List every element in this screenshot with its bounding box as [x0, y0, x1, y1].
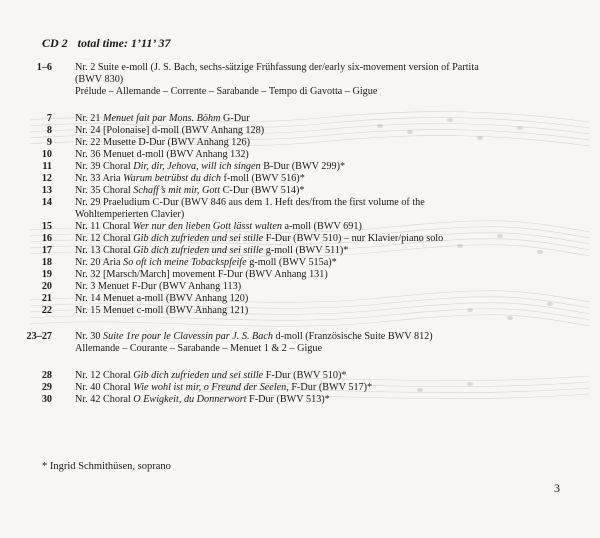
- work-title: Dir, dir, Jehova, will ich singen: [133, 161, 261, 172]
- track-description: [75, 86, 485, 98]
- track-description: [75, 62, 485, 86]
- description-text: Allemande – Courante – Sarabande – Menuet 1 & 2 – Gigue: [75, 343, 322, 354]
- track-description: [75, 382, 485, 394]
- description-text: g-moll (BWV 515a)*: [246, 257, 337, 268]
- work-title: Gib dich zufrieden und sei stille: [133, 370, 264, 381]
- description-text: a-moll (BWV 691): [281, 221, 362, 232]
- track-description: [75, 305, 485, 317]
- track-number: 23–27: [26, 331, 52, 342]
- description-text: Nr. 20 Aria: [75, 257, 124, 268]
- description-text: Nr. 15 Menuet c-moll (BWV Anhang 121): [75, 305, 249, 316]
- description-text: Nr. 35 Choral: [75, 185, 134, 196]
- track-number: 19: [41, 269, 52, 280]
- track-number: 9: [46, 137, 52, 148]
- description-text: B-Dur (BWV 299)*: [260, 161, 346, 172]
- track-number: 30: [41, 394, 52, 405]
- description-text: , F-Dur (BWV 517)*: [286, 382, 373, 393]
- description-text: Nr. 42 Choral: [75, 394, 134, 405]
- track-number: 18: [41, 257, 52, 268]
- track-number: 29: [41, 382, 52, 393]
- work-title: Menuet fait par Mons. Böhm: [103, 113, 221, 124]
- track-description: [75, 137, 485, 149]
- track-description: [75, 245, 485, 257]
- track-description: [75, 281, 485, 293]
- track-description: [75, 149, 485, 161]
- description-text: Nr. 24 [Polonaise] d-moll (BWV Anhang 128): [75, 125, 265, 136]
- description-text: Nr. 40 Choral: [75, 382, 134, 393]
- work-title: Wer nur den lieben Gott lässt walten: [132, 221, 282, 232]
- description-text: f-moll (BWV 516)*: [220, 173, 305, 184]
- description-text: Nr. 32 [Marsch/March] movement F-Dur (BWV Anhang 131): [75, 269, 328, 280]
- track-description: [75, 185, 485, 197]
- description-text: Nr. 33 Aria: [75, 173, 124, 184]
- description-text: g-moll (BWV 511)*: [263, 245, 349, 256]
- track-number: 10: [41, 149, 52, 160]
- description-text: Nr. 14 Menuet a-moll (BWV Anhang 120): [75, 293, 249, 304]
- track-description: [75, 125, 485, 137]
- description-text: Nr. 12 Choral: [75, 370, 134, 381]
- work-title: Wie wohl ist mir, o Freund der Seelen: [133, 382, 287, 393]
- track-description: [75, 113, 485, 125]
- description-text: F-Dur (BWV 510)*: [263, 370, 347, 381]
- track-description: [75, 197, 485, 221]
- work-title: O Ewigkeit, du Donnerwort: [133, 394, 247, 405]
- description-text: C-Dur (BWV 514)*: [220, 185, 305, 196]
- cd-title: [42, 36, 170, 51]
- description-text: Nr. 11 Choral: [75, 221, 133, 232]
- description-text: Prélude – Allemande – Corrente – Sarabande – Tempo di Gavotta – Gigue: [75, 86, 378, 97]
- track-description: [75, 221, 485, 233]
- track-number: 28: [41, 370, 52, 381]
- description-text: Nr. 36 Menuet d-moll (BWV Anhang 132): [75, 149, 249, 160]
- track-number: 8: [46, 125, 52, 136]
- work-title: Gib dich zufrieden und sei stille: [133, 233, 264, 244]
- work-title: So oft ich meine Tobackspfeife: [123, 257, 247, 268]
- work-title: Suite 1re pour le Clavessin par J. S. Bach: [103, 331, 273, 342]
- track-number: 13: [41, 185, 52, 196]
- track-number: 21: [41, 293, 52, 304]
- track-description: [75, 370, 485, 382]
- track-number: 14: [41, 197, 52, 208]
- description-text: Nr. 39 Choral: [75, 161, 134, 172]
- work-title: Warum betrübst du dich: [123, 173, 221, 184]
- track-description: [75, 394, 485, 406]
- work-title: Gib dich zufrieden und sei stille: [133, 245, 264, 256]
- track-description: [75, 331, 485, 343]
- description-text: F-Dur (BWV 510) – nur Klavier/piano solo: [263, 233, 444, 244]
- description-text: Nr. 22 Musette D-Dur (BWV Anhang 126): [75, 137, 250, 148]
- track-number: 16: [41, 233, 52, 244]
- track-description: [75, 269, 485, 281]
- description-text: Nr. 21: [75, 113, 104, 124]
- track-description: [75, 233, 485, 245]
- description-text: Nr. 2 Suite e-moll (J. S. Bach, sechs-sätzige Frühfassung der/early six-movement version of Partita (BWV 830): [75, 62, 479, 86]
- track-description: [75, 343, 485, 355]
- page-number: 3: [554, 481, 560, 495]
- track-number: 11: [42, 161, 52, 172]
- track-description: [75, 173, 485, 185]
- description-text: Nr. 12 Choral: [75, 233, 134, 244]
- total-time: total time: 1’11’ 37: [77, 36, 171, 50]
- track-description: [75, 257, 485, 269]
- track-description: [75, 161, 485, 173]
- track-number: 22: [41, 305, 52, 316]
- description-text: Nr. 30: [75, 331, 104, 342]
- description-text: F-Dur (BWV 513)*: [246, 394, 330, 405]
- track-number: 1–6: [36, 62, 52, 73]
- footnote: * Ingrid Schmithüsen, soprano: [42, 461, 171, 472]
- track-number: 7: [46, 113, 52, 124]
- description-text: Nr. 13 Choral: [75, 245, 134, 256]
- track-number: 12: [41, 173, 52, 184]
- description-text: Nr. 29 Praeludium C-Dur (BWV 846 aus dem 1. Heft des/from the first volume of the Wohltemperierten Clavier): [75, 197, 425, 221]
- cd-label: CD 2: [42, 36, 68, 50]
- track-description: [75, 293, 485, 305]
- description-text: Nr. 3 Menuet F-Dur (BWV Anhang 113): [75, 281, 242, 292]
- description-text: d-moll (Französische Suite BWV 812): [272, 331, 433, 342]
- track-number: 17: [41, 245, 52, 256]
- work-title: Schaff’s mit mir, Gott: [133, 185, 221, 196]
- track-number: 20: [41, 281, 52, 292]
- description-text: G-Dur: [220, 113, 250, 124]
- track-number: 15: [41, 221, 52, 232]
